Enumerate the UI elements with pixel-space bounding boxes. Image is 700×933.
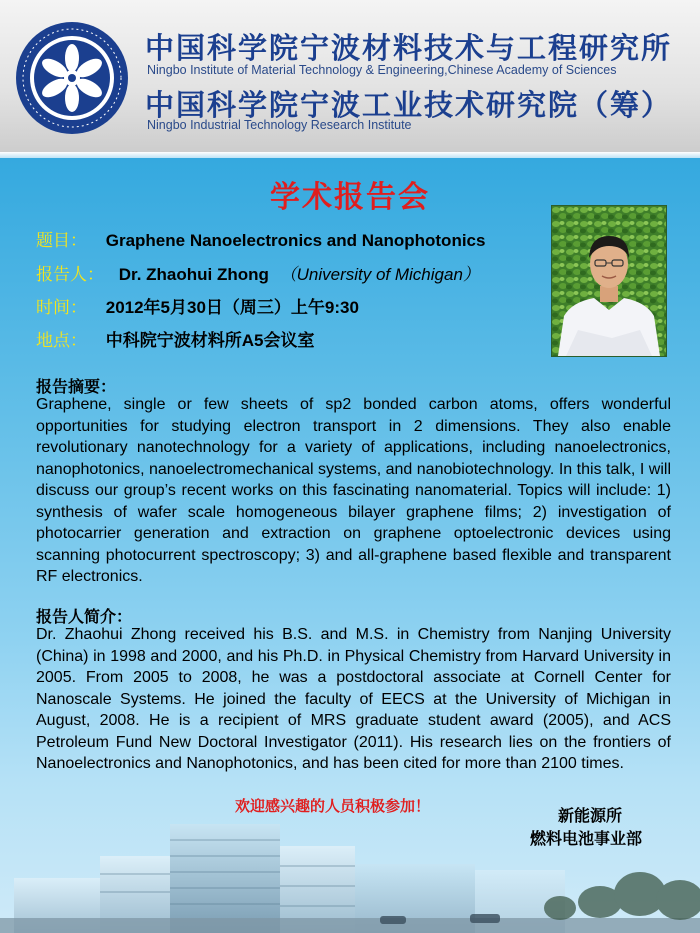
research-institute-name-cn: 中国科学院宁波工业技术研究院（筹） bbox=[145, 88, 673, 122]
cas-logo-icon bbox=[14, 20, 130, 136]
organizer-institute: 新能源所 bbox=[558, 806, 623, 825]
speaker-name: Dr. Zhaohui Zhong bbox=[118, 265, 269, 284]
bio-heading: 报告人简介： bbox=[36, 609, 133, 626]
research-institute-name-en: Ningbo Industrial Technology Research Institute bbox=[147, 118, 412, 132]
header-divider bbox=[0, 152, 700, 158]
speaker-portrait-image bbox=[552, 206, 666, 356]
institute-name-en: Ningbo Institute of Material Technology & Engineering,Chinese Academy of Sciences bbox=[147, 63, 617, 77]
institute-name-cn: 中国科学院宁波材料技术与工程研究所 bbox=[145, 31, 673, 65]
organizer-department: 燃料电池事业部 bbox=[530, 829, 643, 848]
bio-text: Dr. Zhaohui Zhong received his B.S. and M.S. in Chemistry from Nanjing University (China) in 1998 and 2000, and his Ph.D. in Physical Chemistry from Harvard University in 2005. From 2005 to 2008, he was a postdoctoral associate at Cornell Center for Nanoscale Systems. He joined the faculty of EECS at the University of Michigan in August, 2008. He is a recipient of MRS graduate student award (2005), and ACS Petroleum Fund New Doctoral Investigator (2011). His research lies on the frontiers of Nanoelectronics and Nanophotonics, and has been cited for more than 2100 times. bbox=[36, 626, 671, 772]
topic-row bbox=[36, 226, 485, 251]
speaker-row bbox=[36, 260, 480, 285]
time-label: 时间： bbox=[36, 298, 87, 317]
event-title: 学术报告会 bbox=[270, 181, 430, 214]
abstract-text: Graphene, single or few sheets of sp2 bonded carbon atoms, offers wonderful opportunities for studying electron transport in 2 dimensions. They also enable revolutionary nanotechnology for a variety of applications, including nanoelectronics, nanophotonics, nanoelectromechanical systems, and nanobiotechnology. In this talk, I will discuss our group’s recent works on this fascinating nanomaterial. Topics will include: 1) synthesis of wafer scale homogeneous bilayer graphene films; 2) investigation of photocarrier generation and extraction on graphene optoelectronic devices using scanning photocurrent spectroscopy; 3) and all-graphene based flexible and transparent RF electronics. bbox=[36, 396, 671, 585]
topic-label: 题目： bbox=[36, 231, 87, 250]
speaker-affiliation: （University of Michigan） bbox=[279, 265, 480, 284]
time-row bbox=[36, 293, 359, 318]
place-label: 地点： bbox=[36, 331, 87, 350]
welcome-message: 欢迎感兴趣的人员积极参加！ bbox=[235, 798, 431, 815]
place-value: 中科院宁波材料所A5会议室 bbox=[105, 331, 315, 350]
place-row bbox=[36, 326, 314, 351]
time-value: 2012年5月30日（周三）上午9:30 bbox=[105, 298, 359, 317]
speaker-photo bbox=[551, 205, 667, 357]
abstract-heading: 报告摘要： bbox=[36, 379, 117, 396]
topic-value: Graphene Nanoelectronics and Nanophotonics bbox=[105, 231, 486, 250]
speaker-label: 报告人： bbox=[36, 265, 104, 284]
header-banner bbox=[0, 0, 700, 152]
